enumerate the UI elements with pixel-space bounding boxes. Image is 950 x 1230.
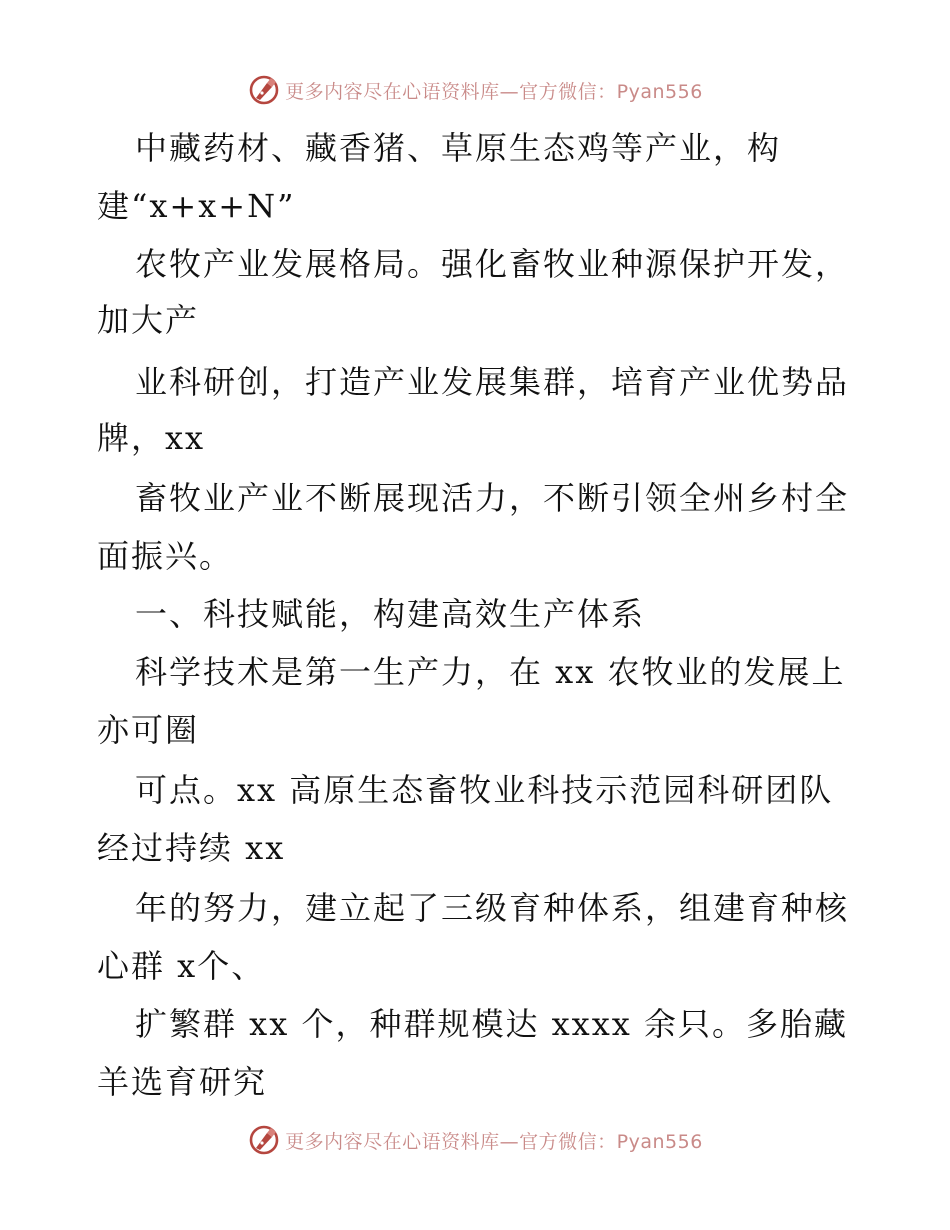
pen-nib-logo-icon [247,1123,281,1157]
text-line: 年的努力，建立起了三级育种体系，组建育种核 [135,889,850,927]
text-line: 扩繁群 xx 个，种群规模达 xxxx 余只。多胎藏 [135,1005,848,1043]
section-heading: 一、科技赋能，构建高效生产体系 [135,595,646,633]
watermark-text: 更多内容尽在心语资料库—官方微信：Pyan556 [285,80,703,103]
text-line: 亦可圈 [97,711,200,749]
text-line: 面振兴。 [97,537,234,575]
text-line: 羊选育研究 [97,1063,268,1101]
footer-watermark [0,1120,950,1160]
watermark-text: 更多内容尽在心语资料库—官方微信：Pyan556 [285,1130,703,1153]
text-line: 经过持续 xx [97,829,286,867]
text-line: 可点。xx 高原生态畜牧业科技示范园科研团队 [135,771,834,809]
text-line: 业科研创，打造产业发展集群，培育产业优势品 [135,363,850,401]
header-watermark [0,70,950,110]
text-line: 牌，xx [97,419,206,457]
text-line: 加大产 [97,301,200,339]
text-line: 心群 x个、 [97,947,266,985]
text-line: 畜牧业产业不断展现活力，不断引领全州乡村全 [135,479,850,517]
text-line: 建“x+x+N” [97,187,296,225]
text-line: 农牧产业发展格局。强化畜牧业种源保护开发， [135,245,850,283]
text-line: 中藏药材、藏香猪、草原生态鸡等产业，构 [135,129,782,167]
pen-nib-logo-icon [247,73,281,107]
text-line: 科学技术是第一生产力，在 xx 农牧业的发展上 [135,653,846,691]
